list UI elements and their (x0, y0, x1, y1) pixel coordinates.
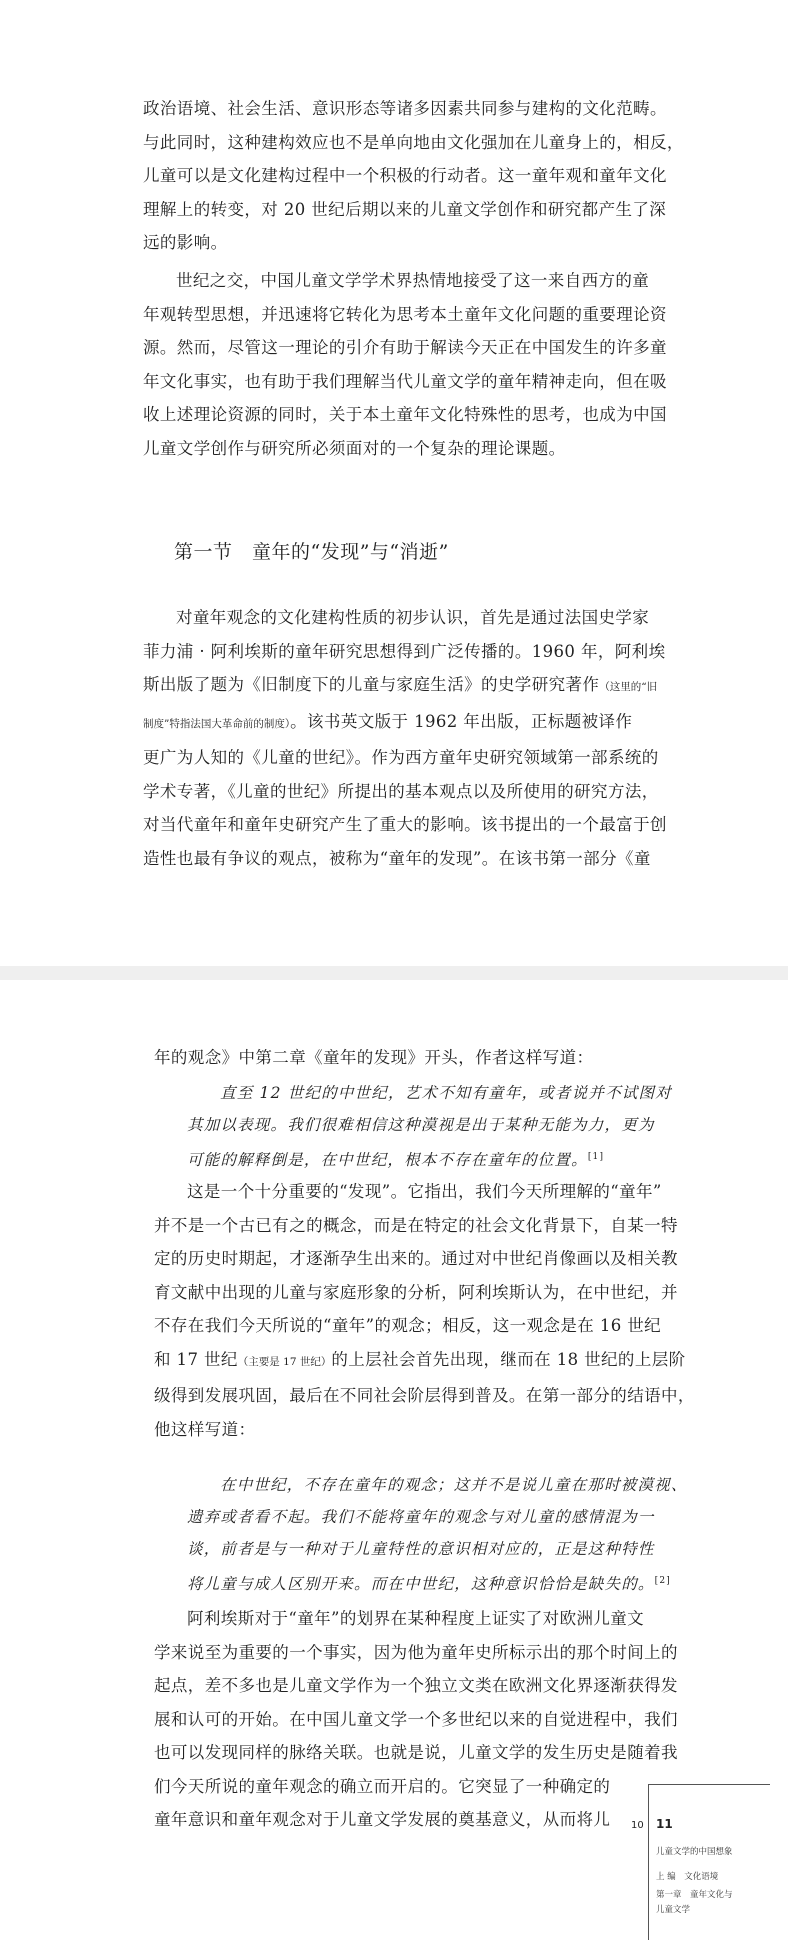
text-line: 年文化事实，也有助于我们理解当代儿童文学的童年精神走向，但在吸 (143, 371, 667, 391)
text-line: 源。然而，尽管这一理论的引介有助于解读今天正在中国发生的许多童 (143, 338, 667, 357)
text-line: 级得到发展巩固，最后在不同社会阶层得到普及。在第一部分的结语中， (154, 1386, 695, 1405)
text-span: 将儿童与成人区别开来。而在中世纪，这种意识恰恰是缺失的。 (187, 1575, 655, 1594)
text-span: 的上层社会首先出现，继而在 18 世纪的上层阶 (331, 1349, 686, 1369)
quote-line: 在中世纪，不存在童年的观念；这并不是说儿童在那时被漠视、 (220, 1476, 688, 1494)
text-line: 政治语境、社会生活、意识形态等诸多因素共同参与建构的文化范畴。 (143, 99, 667, 118)
text-line: 展和认可的开始。在中国儿童文学一个多世纪以来的自觉进程中，我们 (154, 1709, 678, 1729)
part-label: 上 编 文化语境 (656, 1872, 719, 1882)
text-line: 收上述理论资源的同时，关于本土童年文化特殊性的思考，也成为中国 (143, 405, 667, 424)
chapter-line: 儿童文学 (656, 1905, 691, 1915)
inline-note: （这里的“旧 (599, 681, 658, 693)
text-line: 学术专著，《儿童的世纪》所提出的基本观点以及所使用的研究方法， (143, 781, 659, 801)
text-span: 。该书英文版于 1962 年出版，正标题被译作 (290, 711, 633, 731)
text-line: 理解上的转变，对 20 世纪后期以来的儿童文学创作和研究都产生了深 (143, 199, 667, 219)
footer-divider-horizontal (648, 1784, 770, 1785)
page-one (0, 0, 788, 966)
footer-divider-vertical (648, 1784, 649, 1940)
inline-note: 制度”特指法国大革命前的制度） (143, 717, 291, 730)
paragraph-5 (154, 1602, 678, 1837)
block-quote-1 (187, 1077, 672, 1176)
paragraph-1 (143, 92, 684, 260)
inline-note: （主要是 17 世纪） (237, 1355, 332, 1368)
quote-line: 遗弃或者看不起。我们不能将童年的观念与对儿童的感情混为一 (187, 1508, 655, 1526)
page-number-right: 11 (656, 1817, 673, 1831)
chapter-line: 第一章 童年文化与 (656, 1890, 733, 1900)
text-line: 这是一个十分重要的“发现”。它指出，我们今天所理解的“童年” (187, 1182, 662, 1201)
text-line (154, 1343, 695, 1380)
book-title: 儿童文学的中国想象 (656, 1847, 733, 1857)
intro-line (154, 1041, 593, 1075)
paragraph-2 (143, 264, 667, 465)
footnote-ref: [1] (587, 1152, 605, 1162)
text-line: 定的历史时期起，才逐渐孕生出来的。通过对中世纪肖像画以及相关教 (154, 1249, 678, 1268)
text-line: 起点，差不多也是儿童文学作为一个独立文类在欧洲文化界逐渐获得发 (154, 1676, 678, 1695)
text-line: 远的影响。 (143, 233, 228, 252)
text-line: 童年意识和童年观念对于儿童文学发展的奠基意义，从而将儿 (154, 1810, 611, 1829)
text-line: 育文献中出现的儿童与家庭形象的分析，阿利埃斯认为，在中世纪，并 (154, 1282, 678, 1302)
text-line: 儿童文学创作与研究所必须面对的一个复杂的理论课题。 (143, 438, 566, 458)
text-span: 可能的解释倒是，在中世纪，根本不存在童年的位置。 (187, 1151, 588, 1170)
text-line: 年的观念》中第二章《童年的发现》开头，作者这样写道： (154, 1048, 594, 1067)
chapter-label (656, 1888, 733, 1918)
text-line: 对当代童年和童年史研究产生了重大的影响。该书提出的一个最富于创 (143, 815, 667, 834)
block-quote-2 (187, 1469, 688, 1600)
text-span: 斯出版了题为《旧制度下的儿童与家庭生活》的史学研究著作 (143, 675, 600, 694)
text-line: 不存在我们今天所说的“童年”的观念；相反，这一观念是在 16 世纪 (154, 1316, 662, 1335)
text-span: 和 17 世纪 (154, 1349, 238, 1369)
paragraph-4 (154, 1175, 695, 1446)
text-line: 他这样写道： (154, 1419, 256, 1439)
paragraph-3 (143, 601, 667, 875)
page-number-left: 10 (631, 1820, 644, 1831)
text-line: 世纪之交，中国儿童文学学术界热情地接受了这一来自西方的童 (176, 271, 650, 290)
text-line: 更广为人知的《儿童的世纪》。作为西方童年史研究领域第一部系统的 (143, 748, 659, 767)
quote-line (187, 1565, 688, 1600)
text-line: 儿童可以是文化建构过程中一个积极的行动者。这一童年观和童年文化 (143, 166, 667, 185)
quote-line: 其加以表现。我们很难相信这种漠视是出于某种无能为力，更为 (187, 1116, 655, 1134)
text-line: 学来说至为重要的一个事实，因为他为童年史所标示出的那个时间上的 (154, 1642, 678, 1662)
footnote-ref: [2] (654, 1576, 671, 1586)
text-line: 与此同时，这种建构效应也不是单向地由文化强加在儿童身上的，相反， (143, 132, 684, 152)
text-line: 对童年观念的文化建构性质的初步认识，首先是通过法国史学家 (176, 608, 650, 627)
text-line: 菲力浦 · 阿利埃斯的童年研究思想得到广泛传播的。1960 年，阿利埃 (143, 641, 666, 661)
text-line: 并不是一个古已有之的概念，而是在特定的社会文化背景下，自某一特 (154, 1215, 678, 1235)
text-line: 年观转型思想，并迅速将它转化为思考本土童年文化问题的重要理论资 (143, 304, 667, 324)
section-heading: 第一节 童年的“发现”与“消逝” (174, 541, 449, 563)
text-line: 阿利埃斯对于“童年”的划界在某种程度上证实了对欧洲儿童文 (187, 1609, 645, 1628)
text-line: 造性也最有争议的观点，被称为“童年的发现”。在该书第一部分《童 (143, 848, 651, 868)
text-line: 们今天所说的童年观念的确立而开启的。它突显了一种确定的 (154, 1776, 611, 1796)
text-line: 也可以发现同样的脉络关联。也就是说，儿童文学的发生历史是随着我 (154, 1743, 678, 1762)
quote-line: 谈，前者是与一种对于儿童特性的意识相对应的，正是这种特性 (187, 1540, 655, 1558)
text-line (143, 705, 667, 742)
quote-line: 直至 12 世纪的中世纪，艺术不知有童年，或者说并不试图对 (220, 1084, 672, 1102)
text-line (143, 668, 667, 705)
quote-line (187, 1141, 672, 1176)
page-footer (618, 1784, 788, 1940)
